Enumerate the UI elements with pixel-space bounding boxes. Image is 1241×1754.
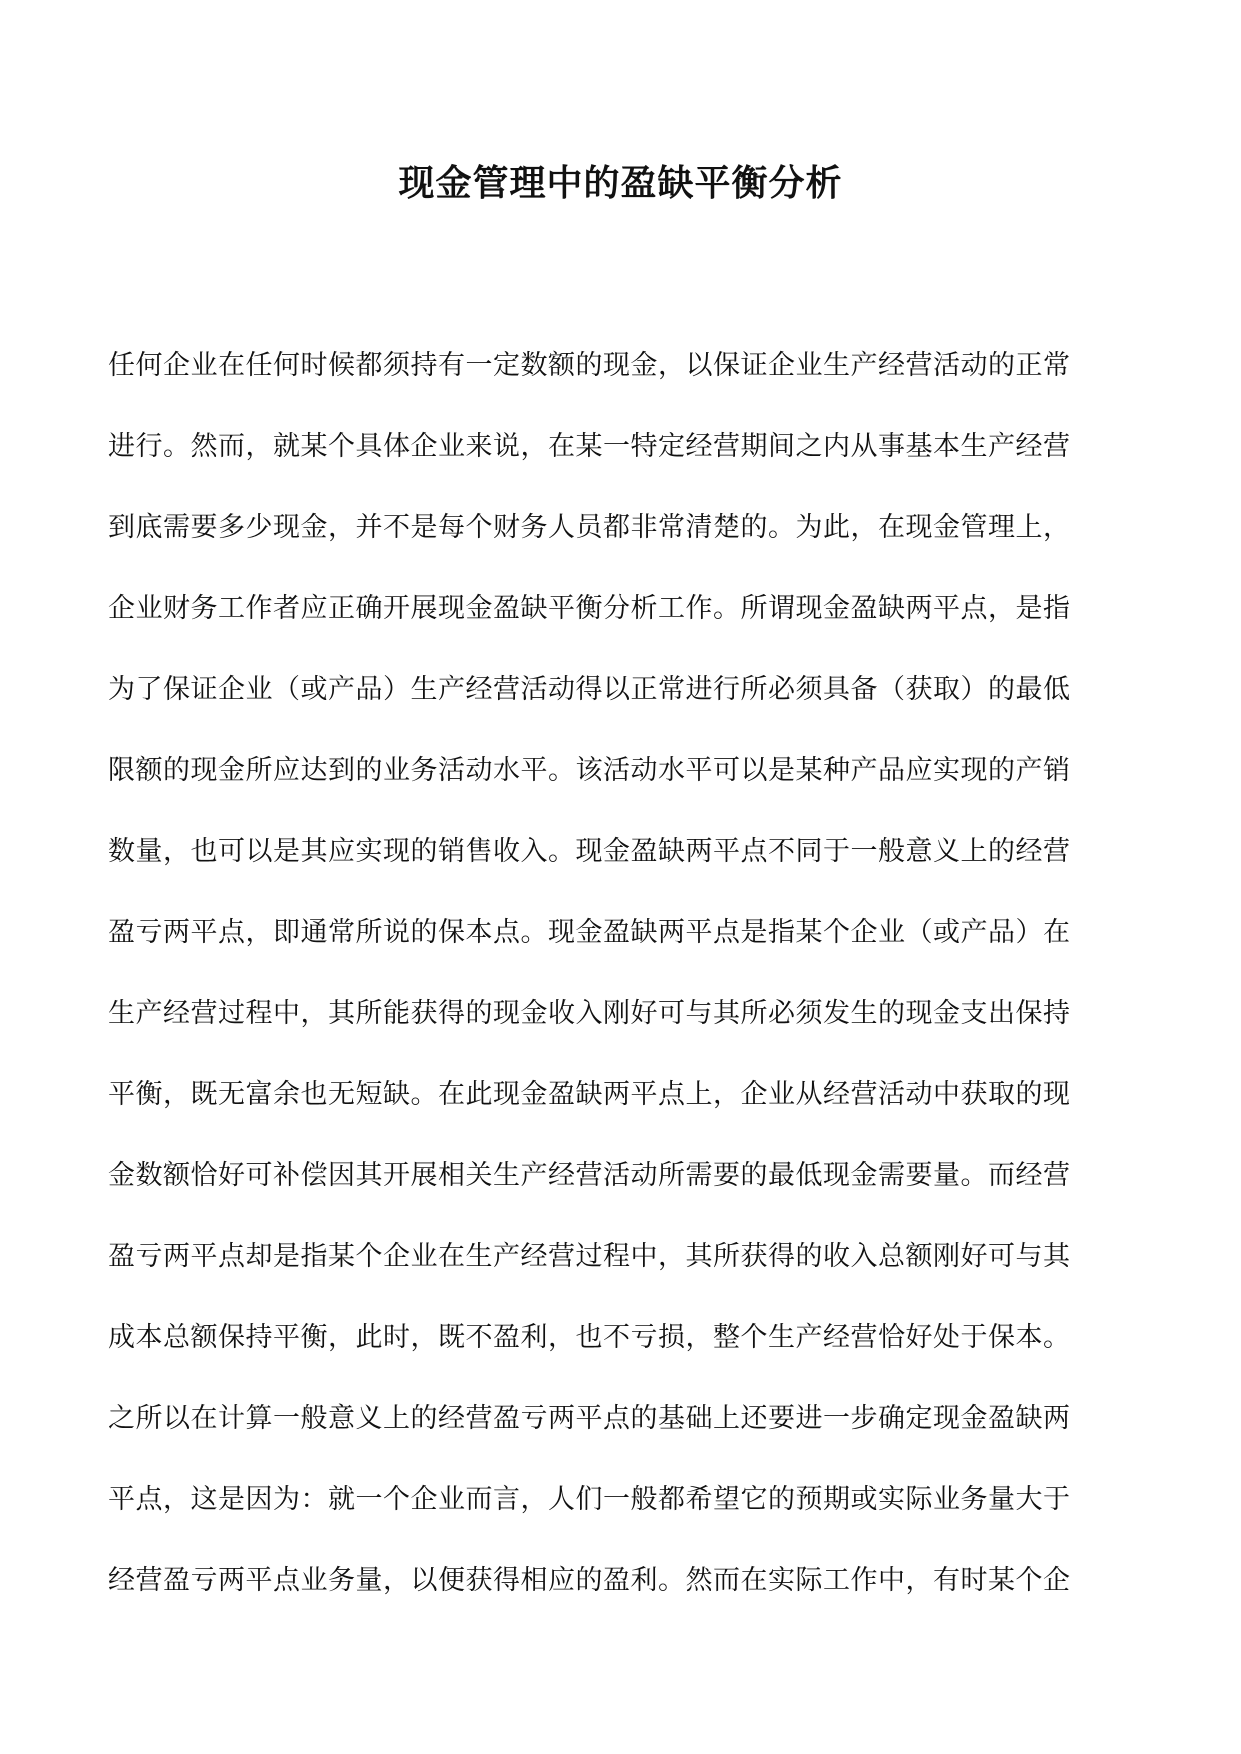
document-title: 现金管理中的盈缺平衡分析 xyxy=(398,163,843,204)
document-body xyxy=(108,340,1138,1636)
body-line: 平衡，既无富余也无短缺。在此现金盈缺两平点上，企业从经营活动中获取的现 xyxy=(108,1079,1071,1110)
body-line: 企业财务工作者应正确开展现金盈缺平衡分析工作。所谓现金盈缺两平点，是指 xyxy=(108,593,1071,624)
body-line: 到底需要多少现金，并不是每个财务人员都非常清楚的。为此，在现金管理上， xyxy=(108,512,1071,543)
body-line: 为了保证企业（或产品）生产经营活动得以正常进行所必须具备（获取）的最低 xyxy=(108,674,1071,705)
body-line: 成本总额保持平衡，此时，既不盈利，也不亏损，整个生产经营恰好处于保本。 xyxy=(108,1322,1071,1353)
body-line: 任何企业在任何时候都须持有一定数额的现金，以保证企业生产经营活动的正常 xyxy=(108,350,1071,381)
body-line: 数量，也可以是其应实现的销售收入。现金盈缺两平点不同于一般意义上的经营 xyxy=(108,836,1071,867)
body-line: 生产经营过程中，其所能获得的现金收入刚好可与其所必须发生的现金支出保持 xyxy=(108,998,1071,1029)
body-line: 盈亏两平点却是指某个企业在生产经营过程中，其所获得的收入总额刚好可与其 xyxy=(108,1241,1071,1272)
body-line: 盈亏两平点，即通常所说的保本点。现金盈缺两平点是指某个企业（或产品）在 xyxy=(108,917,1071,948)
body-line: 平点，这是因为：就一个企业而言，人们一般都希望它的预期或实际业务量大于 xyxy=(108,1484,1071,1515)
body-line: 经营盈亏两平点业务量，以便获得相应的盈利。然而在实际工作中，有时某个企 xyxy=(108,1565,1071,1596)
body-line: 金数额恰好可补偿因其开展相关生产经营活动所需要的最低现金需要量。而经营 xyxy=(108,1160,1071,1191)
body-line: 之所以在计算一般意义上的经营盈亏两平点的基础上还要进一步确定现金盈缺两 xyxy=(108,1403,1071,1434)
body-line: 限额的现金所应达到的业务活动水平。该活动水平可以是某种产品应实现的产销 xyxy=(108,755,1071,786)
body-line: 进行。然而，就某个具体企业来说，在某一特定经营期间之内从事基本生产经营 xyxy=(108,431,1071,462)
